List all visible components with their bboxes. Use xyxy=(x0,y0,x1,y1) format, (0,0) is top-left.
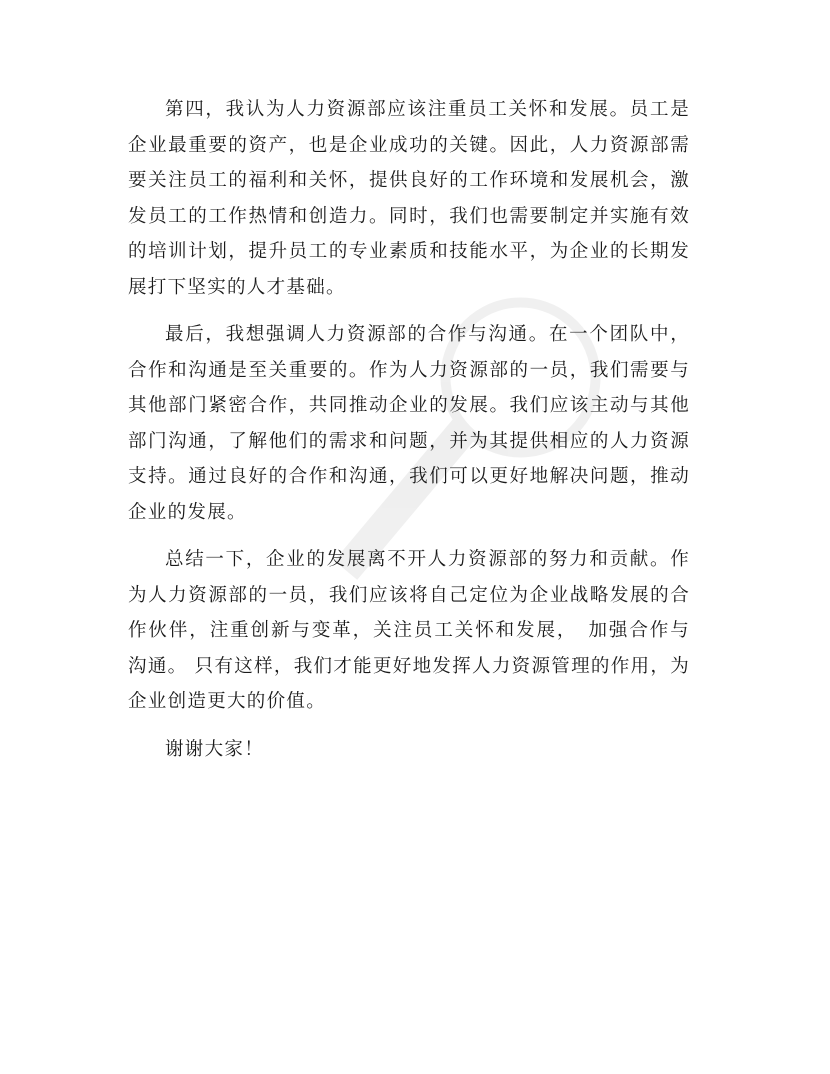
closing-thanks: 谢谢大家！ xyxy=(165,738,265,760)
paragraph-cooperation: 最后，我想强调人力资源部的合作与沟通。在一个团队中，合作和沟通是至关重要的。作为人力资源部的一员，我们需要与其他部门紧密合作，共同推动企业的发展。我们应该主动与其他部门沟通，了解他们的需求和问题，并为其提供相应的人力资源支持。通过良好的合作和沟通，我们可以更好地解决问题，推动企业的发展。 xyxy=(128,324,690,523)
paragraph-employee-care: 第四，我认为人力资源部应该注重员工关怀和发展。员工是企业最重要的资产，也是企业成功的关键。因此，人力资源部需要关注员工的福利和关怀，提供良好的工作环境和发展机会，激发员工的工作热情和创造力。同时，我们也需要制定并实施有效的培训计划，提升员工的专业素质和技能水平，为企业的长期发展打下坚实的人才基础。 xyxy=(128,99,690,298)
paragraph-summary: 总结一下，企业的发展离不开人力资源部的努力和贡献。作为人力资源部的一员，我们应该将自己定位为企业战略发展的合作伙伴，注重创新与变革，关注员工关怀和发展， 加强合作与沟通。 只有这样，我们才能更好地发挥人力资源管理的作用，为企业创造更大的价值。 xyxy=(128,549,690,712)
document-body xyxy=(128,92,690,779)
